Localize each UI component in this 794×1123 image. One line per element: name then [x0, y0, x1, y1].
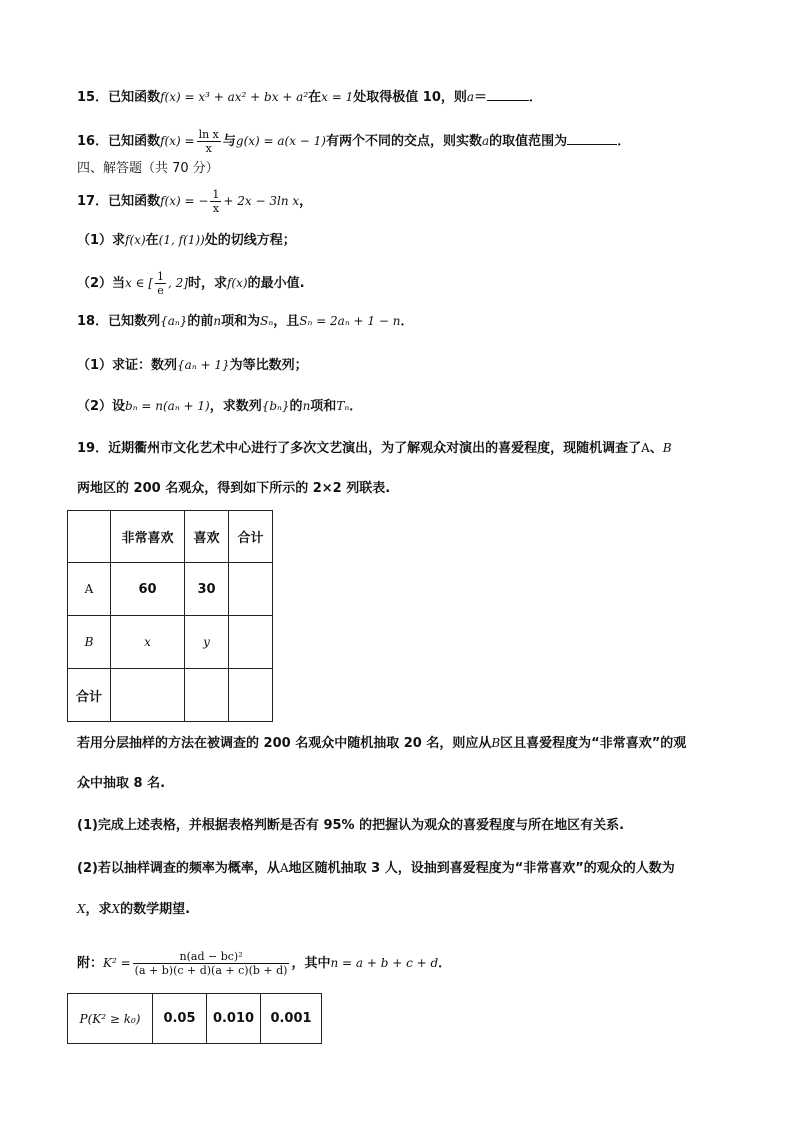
part-text: 的数学期望.: [120, 902, 191, 917]
part-text: 的最小值.: [247, 276, 305, 291]
q17-part-2: [77, 270, 305, 297]
q19-text: 近期衢州市文化艺术中心进行了多次文艺演出，为了解观众对演出的喜爱程度，现随机调查了: [108, 441, 642, 456]
q18-end: ．: [400, 314, 414, 329]
k2-symbol: K² =: [103, 956, 131, 970]
q18-sequence: {aₙ}: [160, 314, 188, 328]
section-heading: 四、解答题（共 70 分）: [77, 161, 219, 176]
q17-text: 已知函数: [108, 194, 161, 209]
q16-text: 的取值范围为: [489, 134, 568, 149]
table-cell: [185, 669, 229, 722]
q19-part-1: (1)完成上述表格，并根据表格判断是否有 95% 的把握认为观众的喜爱程度与所在地区有关系.: [77, 818, 625, 833]
q18-p1-sequence: {aₙ + 1}: [177, 358, 230, 372]
q15-function-expr: f(x) = x³ + ax² + bx + a²: [160, 90, 309, 104]
part-text: 为等比数列；: [229, 358, 308, 373]
q15-text: 已知函数: [108, 90, 161, 105]
q16-text: 有两个不同的交点，则实数: [326, 134, 483, 149]
table-cell: 0.05: [153, 994, 207, 1044]
q18-text: ，且: [273, 314, 300, 329]
part-text: 处的切线方程；: [204, 233, 296, 248]
part-label: （2）当: [77, 276, 126, 291]
table-row: [68, 563, 273, 616]
table-cell: 0.010: [207, 994, 261, 1044]
frac-den: e: [157, 284, 164, 297]
frac-den: (a + b)(c + d)(a + c)(b + d): [134, 964, 288, 977]
q17-p2-fraction: [155, 270, 166, 297]
q15-variable: a: [466, 90, 475, 104]
k2-fraction: [133, 950, 290, 977]
q16-fraction: [197, 128, 221, 155]
q17-p1-point: (1, f(1)): [158, 233, 205, 247]
q18-p2-n: n: [302, 399, 311, 413]
q17-p2-interval-start: x ∈ [: [125, 276, 154, 290]
q18-sn: Sₙ: [260, 314, 274, 328]
region-b: B: [662, 441, 672, 455]
table-row: [68, 669, 273, 722]
table-row: [68, 616, 273, 669]
table-cell: [229, 669, 273, 722]
part-text: ，求数列: [209, 399, 262, 414]
q18-p2-bn: bₙ = n(aₙ + 1): [125, 399, 210, 413]
q16-number: 16．: [77, 134, 109, 149]
table-cell: 30: [185, 563, 229, 616]
q19-number: 19．: [77, 441, 109, 456]
q17-frac-den: x: [212, 202, 220, 215]
table-header-cell: 非常喜欢: [111, 511, 185, 563]
q15-number: 15．: [77, 90, 109, 105]
table-cell: B: [68, 616, 111, 669]
q18-text: 已知数列: [108, 314, 161, 329]
random-variable: X: [77, 902, 86, 916]
q17-part-1: [77, 231, 296, 250]
table-cell: A: [68, 563, 111, 616]
q19-part-2: [77, 859, 675, 878]
q16-text: 已知函数: [108, 134, 161, 149]
q19-part-2-cont: [77, 900, 190, 919]
table-header-cell: 喜欢: [185, 511, 229, 563]
appendix-text: ，其中: [291, 956, 331, 971]
table-cell: [229, 563, 273, 616]
table-row: [68, 994, 322, 1044]
q16-fx: f(x) =: [160, 134, 195, 148]
contingency-table: [67, 510, 273, 722]
q17-fx: f(x) = −: [160, 194, 209, 208]
part-label: （2）设: [77, 399, 126, 414]
part-text: ．: [349, 399, 363, 414]
appendix-end: ．: [438, 956, 452, 971]
q18-n: n: [213, 314, 222, 328]
question-16: [77, 128, 630, 155]
q18-relation: Sₙ = 2aₙ + 1 − n: [299, 314, 401, 328]
table-header-cell: [68, 511, 111, 563]
table-cell: 60: [111, 563, 185, 616]
q16-frac-num: ln x: [198, 128, 219, 141]
table-cell: [229, 616, 273, 669]
question-19-line-3: [77, 734, 686, 753]
table-header-row: [68, 511, 273, 563]
frac-num: 1: [157, 270, 165, 283]
q17-end: ，: [299, 194, 313, 209]
q17-number: 17．: [77, 194, 109, 209]
part-text: 项和: [310, 399, 337, 414]
q15-equals: ＝: [474, 90, 488, 105]
table-header-cell: 合计: [229, 511, 273, 563]
q18-number: 18．: [77, 314, 109, 329]
q17-p1-fx: f(x): [125, 233, 146, 247]
region-a: A: [279, 861, 289, 875]
q19-text: 若用分层抽样的方法在被调查的 200 名观众中随机抽取 20 名，则应从: [77, 736, 492, 751]
q18-p2-tn: Tₙ: [336, 399, 350, 413]
part-label: （1）求: [77, 233, 126, 248]
appendix-n-def: n = a + b + c + d: [330, 956, 439, 970]
q18-part-1: [77, 356, 308, 375]
q15-end: ．: [529, 90, 543, 105]
table-cell: y: [185, 616, 229, 669]
q18-part-2: [77, 397, 362, 416]
q17-p2-fx: f(x): [226, 276, 248, 290]
appendix-label: 附：: [77, 956, 104, 971]
q18-text: 的前: [187, 314, 214, 329]
question-19-line-4: 众中抽取 8 名.: [77, 776, 166, 791]
q16-variable: a: [482, 134, 490, 148]
table-cell: x: [111, 616, 185, 669]
q16-gx: g(x) = a(x − 1): [235, 134, 326, 148]
question-19-line-1: [77, 439, 672, 458]
q19-text: 区且喜爱程度为“非常喜欢”的观: [500, 736, 687, 751]
random-variable: X: [111, 902, 121, 916]
table-cell: 合计: [68, 669, 111, 722]
table-cell: P(K² ≥ k₀): [68, 994, 153, 1044]
separator: 、: [649, 441, 663, 456]
answer-blank: [567, 132, 617, 145]
question-17: [77, 188, 312, 215]
part-text: 的: [289, 399, 303, 414]
q17-p2-interval-end: , 2]: [168, 276, 188, 290]
q15-text: 在: [308, 90, 322, 105]
part-text: 时，求: [187, 276, 227, 291]
question-19-line-2: 两地区的 200 名观众，得到如下所示的 2×2 列联表.: [77, 481, 391, 496]
q16-end: ．: [617, 134, 631, 149]
frac-num: n(ad − bc)²: [133, 950, 290, 964]
region-a: A: [641, 441, 650, 455]
appendix-formula: [77, 950, 451, 977]
answer-blank: [487, 88, 529, 101]
q17-fraction: [210, 188, 221, 215]
question-18: [77, 312, 413, 331]
critical-value-table: [67, 993, 322, 1044]
part-label: （1）求证：数列: [77, 358, 178, 373]
table-cell: 0.001: [261, 994, 322, 1044]
q18-p2-sequence: {bₙ}: [261, 399, 290, 413]
part-text: 在: [145, 233, 159, 248]
q18-text: 项和为: [221, 314, 261, 329]
q16-frac-den: x: [205, 142, 212, 155]
part-text: (2)若以抽样调查的频率为概率，从: [77, 861, 280, 876]
q15-condition: x = 1: [321, 90, 354, 104]
q16-text: 与: [222, 134, 236, 149]
region-b: B: [491, 736, 501, 750]
q17-expr-rest: + 2x − 3ln x: [223, 194, 300, 208]
question-15: [77, 88, 542, 107]
q17-frac-num: 1: [212, 188, 220, 201]
q15-text: 处取得极值 10，则: [353, 90, 467, 105]
table-cell: [111, 669, 185, 722]
part-text: 地区随机抽取 3 人，设抽到喜爱程度为“非常喜欢”的观众的人数为: [288, 861, 675, 876]
part-text: ，求: [85, 902, 112, 917]
